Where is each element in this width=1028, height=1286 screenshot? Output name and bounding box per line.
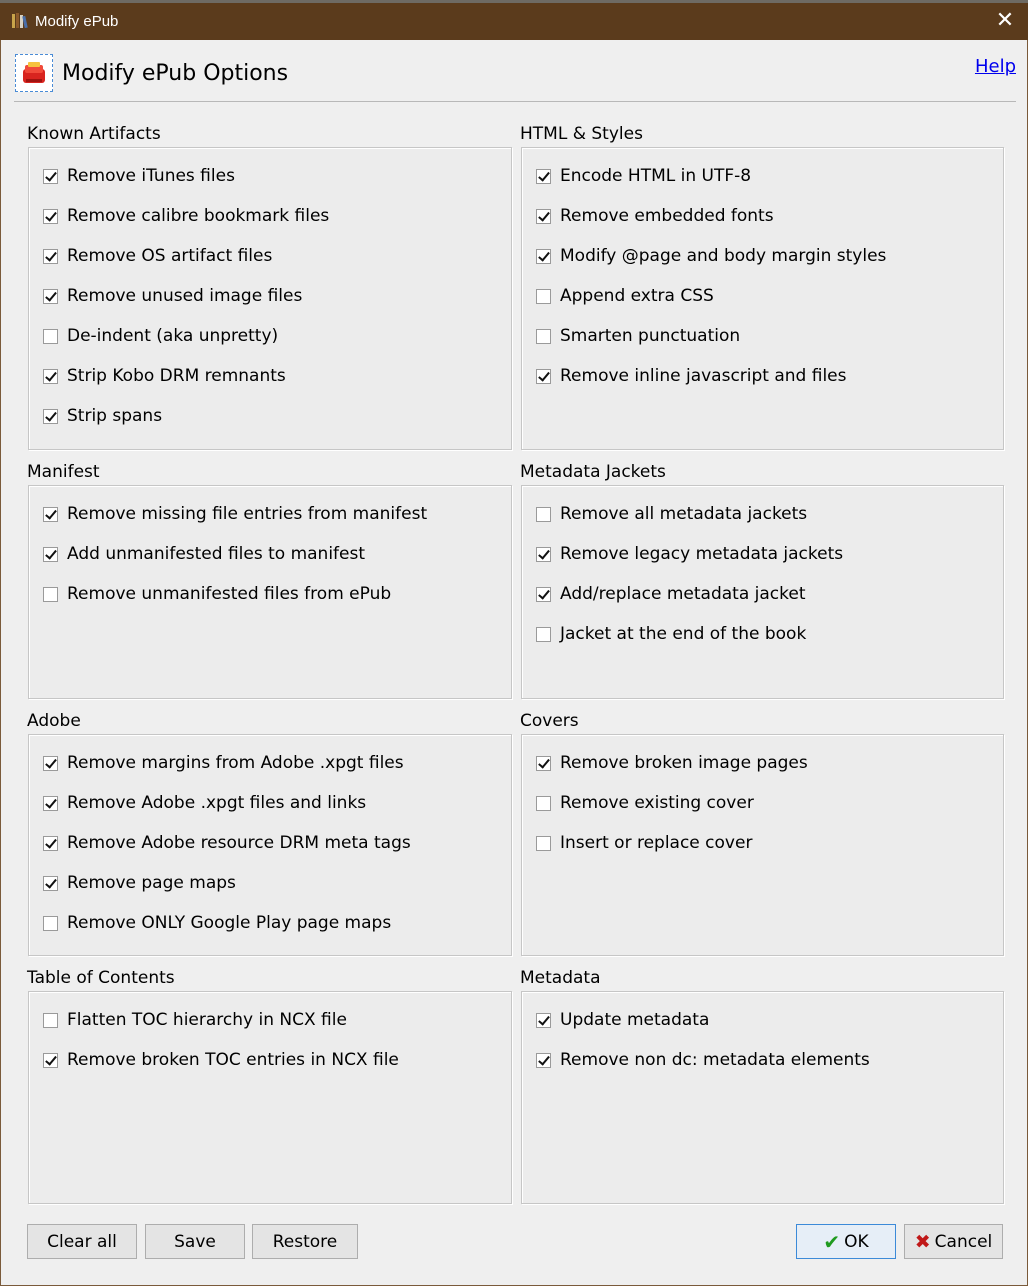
checkbox[interactable] (43, 1053, 58, 1068)
section-metadata-jackets (520, 461, 1004, 699)
option-label: Remove unmanifested files from ePub (67, 584, 392, 604)
option-label: Remove missing file entries from manifest (67, 504, 428, 524)
option-label: Remove OS artifact files (67, 246, 273, 266)
option-label: Flatten TOC hierarchy in NCX file (67, 1010, 347, 1030)
group-box (28, 734, 512, 956)
checkbox[interactable] (43, 507, 58, 522)
checkmark-icon: ✔ (823, 1229, 841, 1254)
option-remove-itunes-files[interactable] (43, 164, 235, 188)
page-title: Modify ePub Options (62, 61, 289, 86)
option-insert-replace-cover[interactable] (536, 831, 752, 855)
checkbox[interactable] (43, 329, 58, 344)
section-title: HTML & Styles (520, 124, 643, 144)
section-manifest (27, 461, 512, 699)
option-strip-kobo-drm-remnants[interactable] (43, 364, 286, 388)
option-label: Remove embedded fonts (560, 206, 774, 226)
checkbox[interactable] (536, 169, 551, 184)
checkbox[interactable] (43, 409, 58, 424)
option-smarten-punctuation[interactable] (536, 324, 740, 348)
cancel-button[interactable] (904, 1224, 1003, 1259)
option-remove-unused-image-files[interactable] (43, 284, 302, 308)
option-remove-all-jackets[interactable] (536, 502, 807, 526)
checkbox[interactable] (536, 507, 551, 522)
section-table-of-contents (27, 967, 512, 1204)
option-label: Modify @page and body margin styles (560, 246, 887, 266)
checkbox[interactable] (536, 836, 551, 851)
option-label: Remove inline javascript and files (560, 366, 847, 386)
calibre-books-icon (11, 12, 29, 30)
option-remove-broken-toc[interactable] (43, 1048, 399, 1072)
ok-button[interactable] (796, 1224, 896, 1259)
option-add-replace-jacket[interactable] (536, 582, 806, 606)
checkbox[interactable] (43, 1013, 58, 1028)
header-divider (14, 101, 1016, 102)
option-label: Remove iTunes files (67, 166, 235, 186)
option-remove-non-dc-metadata[interactable] (536, 1048, 870, 1072)
option-label: De-indent (aka unpretty) (67, 326, 279, 346)
option-label: Strip spans (67, 406, 163, 426)
close-icon[interactable]: ✕ (995, 8, 1015, 33)
section-title: Metadata Jackets (520, 462, 666, 482)
checkbox[interactable] (43, 916, 58, 931)
checkbox[interactable] (536, 796, 551, 811)
option-remove-broken-image-pages[interactable] (536, 751, 808, 775)
checkbox[interactable] (536, 587, 551, 602)
cancel-label: Cancel (934, 1231, 993, 1252)
section-html-styles (520, 123, 1004, 450)
checkbox[interactable] (536, 209, 551, 224)
option-remove-adobe-drm-meta[interactable] (43, 831, 411, 855)
section-title: Metadata (520, 968, 601, 988)
section-title: Adobe (27, 711, 81, 731)
section-title: Covers (520, 711, 579, 731)
checkbox[interactable] (43, 876, 58, 891)
checkbox[interactable] (43, 756, 58, 771)
ok-label: OK (844, 1231, 869, 1252)
group-box (521, 147, 1004, 450)
option-label: Remove all metadata jackets (560, 504, 808, 524)
x-icon: ✖ (914, 1230, 931, 1253)
checkbox[interactable] (43, 249, 58, 264)
group-box (28, 147, 512, 450)
option-encode-utf8[interactable] (536, 164, 751, 188)
option-label: Remove margins from Adobe .xpgt files (67, 753, 404, 773)
option-remove-page-maps[interactable] (43, 871, 236, 895)
group-box (521, 485, 1004, 699)
option-flatten-toc[interactable] (43, 1008, 347, 1032)
checkbox[interactable] (536, 547, 551, 562)
option-label: Remove ONLY Google Play page maps (67, 913, 392, 933)
option-label: Remove Adobe resource DRM meta tags (67, 833, 411, 853)
section-adobe (27, 710, 512, 956)
section-covers (520, 710, 1004, 956)
option-label: Remove broken TOC entries in NCX file (67, 1050, 399, 1070)
option-remove-calibre-bookmark-files[interactable] (43, 204, 329, 228)
clear-all-button[interactable]: Clear all (27, 1224, 137, 1259)
checkbox[interactable] (536, 329, 551, 344)
section-title: Known Artifacts (27, 124, 161, 144)
checkbox[interactable] (43, 836, 58, 851)
checkbox[interactable] (536, 627, 551, 642)
option-label: Add unmanifested files to manifest (67, 544, 366, 564)
checkbox[interactable] (43, 587, 58, 602)
option-remove-missing-file-entries[interactable] (43, 502, 427, 526)
option-label: Remove non dc: metadata elements (560, 1050, 870, 1070)
option-remove-inline-javascript[interactable] (536, 364, 847, 388)
option-label: Remove existing cover (560, 793, 754, 813)
title-bar[interactable] (0, 3, 1028, 40)
option-label: Strip Kobo DRM remnants (67, 366, 286, 386)
option-remove-legacy-jackets[interactable] (536, 542, 843, 566)
option-de-indent[interactable] (43, 324, 278, 348)
option-remove-xpgt-files[interactable] (43, 791, 366, 815)
option-label: Remove legacy metadata jackets (560, 544, 844, 564)
option-remove-unmanifested-files[interactable] (43, 582, 391, 606)
section-title: Table of Contents (27, 968, 175, 988)
help-link[interactable]: Help (974, 56, 1016, 77)
option-append-extra-css[interactable] (536, 284, 714, 308)
option-remove-xpgt-margins[interactable] (43, 751, 404, 775)
option-label: Encode HTML in UTF-8 (560, 166, 752, 186)
option-label: Update metadata (560, 1010, 710, 1030)
checkbox[interactable] (536, 756, 551, 771)
checkbox[interactable] (43, 169, 58, 184)
checkbox[interactable] (43, 209, 58, 224)
checkbox[interactable] (536, 369, 551, 384)
option-remove-google-play-page-maps[interactable] (43, 911, 391, 935)
option-remove-os-artifact-files[interactable] (43, 244, 272, 268)
option-remove-embedded-fonts[interactable] (536, 204, 774, 228)
option-label: Remove Adobe .xpgt files and links (67, 793, 367, 813)
window-title: Modify ePub (35, 13, 119, 30)
checkbox[interactable] (43, 796, 58, 811)
checkbox[interactable] (536, 289, 551, 304)
checkbox[interactable] (43, 369, 58, 384)
section-title: Manifest (27, 462, 100, 482)
checkbox[interactable] (536, 1053, 551, 1068)
option-jacket-at-end[interactable] (536, 622, 806, 646)
checkbox[interactable] (43, 289, 58, 304)
section-known-artifacts (27, 123, 512, 450)
option-label: Smarten punctuation (560, 326, 741, 346)
option-label: Jacket at the end of the book (560, 624, 807, 644)
modify-epub-icon (15, 54, 53, 92)
option-label: Add/replace metadata jacket (560, 584, 806, 604)
option-label: Remove calibre bookmark files (67, 206, 330, 226)
group-box (521, 991, 1004, 1204)
save-button[interactable]: Save (145, 1224, 245, 1259)
checkbox[interactable] (536, 249, 551, 264)
option-label: Remove page maps (67, 873, 236, 893)
section-metadata (520, 967, 1004, 1204)
option-label: Insert or replace cover (560, 833, 753, 853)
option-label: Remove unused image files (67, 286, 303, 306)
group-box (521, 734, 1004, 956)
checkbox[interactable] (43, 547, 58, 562)
checkbox[interactable] (536, 1013, 551, 1028)
option-modify-margins[interactable] (536, 244, 886, 268)
option-label: Append extra CSS (560, 286, 714, 306)
option-add-unmanifested-files[interactable] (43, 542, 365, 566)
option-update-metadata[interactable] (536, 1008, 709, 1032)
group-box (28, 485, 512, 699)
option-strip-spans[interactable] (43, 404, 162, 428)
option-remove-existing-cover[interactable] (536, 791, 754, 815)
option-label: Remove broken image pages (560, 753, 808, 773)
restore-button[interactable]: Restore (252, 1224, 358, 1259)
group-box (28, 991, 512, 1204)
window-border-left (0, 40, 1, 1286)
